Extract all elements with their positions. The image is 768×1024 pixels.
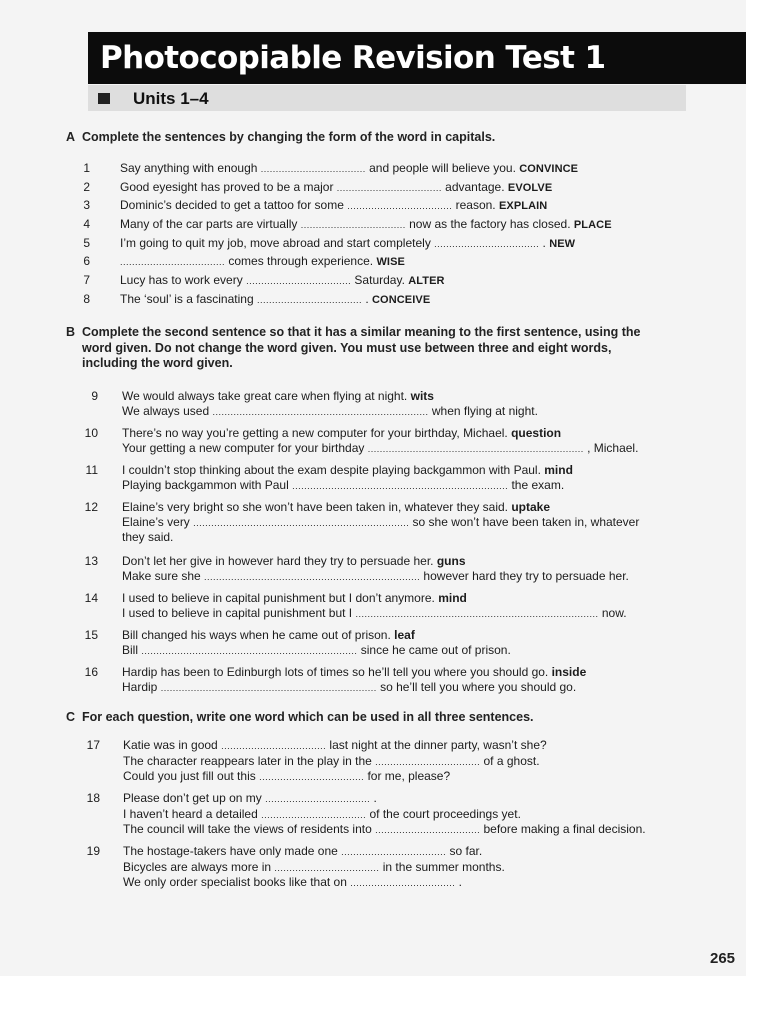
- rewrite-sentence: [122, 680, 576, 696]
- sentence-text: The hostage-takers have only made one: [123, 844, 342, 858]
- answer-blank: ...................................: [246, 276, 352, 286]
- item-number: 12: [84, 500, 98, 514]
- sentence-text: Please don’t get up on my: [123, 791, 266, 805]
- sentence-line: [120, 180, 552, 196]
- page-title: Photocopiable Revision Test 1: [100, 40, 606, 76]
- section-b-instruction-2: word given. Do not change the word given. You must use between three and eight words,: [82, 340, 612, 355]
- item-number: 13: [84, 554, 98, 568]
- sentence-text: I couldn’t stop thinking about the exam despite playing backgammon with Paul.: [122, 463, 545, 477]
- sentence-text: Saturday.: [351, 273, 409, 287]
- sentence-line: [120, 217, 612, 233]
- answer-blank: ........................................................................: [204, 572, 421, 582]
- answer-blank: ...................................: [336, 183, 442, 193]
- title-bar: [88, 32, 746, 84]
- gapped-sentence: [123, 769, 450, 785]
- section-b-letter: B: [66, 325, 76, 339]
- sentence-text: of a ghost.: [480, 753, 540, 768]
- rewrite-sentence: [122, 515, 639, 531]
- sentence-text: when flying at night.: [428, 404, 538, 418]
- answer-blank: ...................................: [256, 295, 362, 305]
- section-b-instruction-3: including the word given.: [82, 356, 233, 370]
- sentence-text: Don’t let her give in however hard they try to persuade her.: [122, 554, 437, 568]
- key-word: leaf: [394, 628, 415, 642]
- answer-blank: .................................................................................: [355, 609, 599, 619]
- sentence-text: Bill: [122, 643, 142, 657]
- sentence-text: There’s no way you’re getting a new computer for your birthday, Michael.: [122, 426, 512, 440]
- sentence-text: .: [455, 875, 462, 889]
- section-a-instruction: Complete the sentences by changing the form of the word in capitals.: [82, 130, 496, 144]
- sentence-text: Your getting a new computer for your birthday: [122, 441, 368, 455]
- answer-blank: ........................................................................: [367, 444, 584, 454]
- key-word: mind: [438, 591, 467, 605]
- sentence-text: Hardip: [122, 680, 161, 694]
- gapped-sentence: [123, 807, 521, 823]
- original-sentence: [122, 500, 550, 515]
- original-sentence: [122, 554, 466, 569]
- answer-blank: ...................................: [259, 772, 365, 782]
- page-number: 265: [710, 950, 736, 967]
- answer-blank: ...................................: [347, 201, 453, 211]
- sentence-text: .: [370, 791, 377, 805]
- item-number: 1: [83, 161, 90, 175]
- gapped-sentence: [123, 754, 540, 770]
- keyword-capitals: ALTER: [408, 275, 445, 287]
- keyword-capitals: EXPLAIN: [498, 200, 548, 212]
- key-word: wits: [410, 389, 434, 403]
- gapped-sentence: [123, 844, 482, 860]
- answer-blank: ...................................: [434, 239, 540, 249]
- sentence-text: We would always take great care when flying at night.: [122, 389, 411, 403]
- answer-blank: ...................................: [375, 825, 481, 835]
- item-number: 9: [91, 389, 98, 403]
- sentence-text: Make sure she: [122, 569, 205, 583]
- gapped-sentence: [123, 875, 462, 891]
- section-a-letter: A: [66, 130, 76, 144]
- item-number: 2: [83, 180, 90, 194]
- units-label: Units 1–4: [133, 89, 209, 108]
- sentence-text: so far.: [446, 844, 483, 858]
- sentence-text: comes through experience.: [225, 254, 377, 268]
- item-number: 10: [84, 426, 98, 440]
- section-c-heading: [66, 710, 534, 726]
- sentence-text: We always used: [122, 404, 213, 418]
- sentence-text: I used to believe in capital punishment but I don’t anymore.: [122, 591, 439, 605]
- answer-blank: ...................................: [221, 741, 327, 751]
- sentence-line: [120, 236, 575, 252]
- section-b-instruction-1: Complete the second sentence so that it has a similar meaning to the first sentence, using the: [82, 325, 641, 339]
- key-word: guns: [436, 554, 466, 568]
- sentence-text: reason.: [452, 198, 499, 212]
- item-number: 4: [83, 217, 90, 231]
- sentence-text: Bill changed his ways when he came out of prison.: [122, 628, 395, 642]
- sentence-text: before making a final decision.: [480, 822, 646, 836]
- answer-blank: ...................................: [350, 878, 456, 888]
- answer-blank: ...................................: [375, 756, 481, 767]
- gapped-sentence: [123, 860, 505, 876]
- rewrite-sentence: [122, 606, 627, 622]
- key-word: inside: [551, 665, 587, 679]
- sentence-text: Many of the car parts are virtually: [120, 217, 301, 231]
- gapped-sentence: [123, 822, 646, 838]
- section-c-letter: C: [66, 710, 76, 724]
- original-sentence: [122, 665, 586, 680]
- section-a-heading: [66, 130, 495, 146]
- sentence-text: so she won’t have been taken in, whatever: [409, 515, 640, 529]
- answer-blank: ...................................: [341, 847, 447, 857]
- sentence-text: , Michael.: [583, 441, 639, 455]
- sentence-text: since he came out of prison.: [357, 643, 511, 657]
- sentence-text: Hardip has been to Edinburgh lots of times so he’ll tell you where you should go.: [122, 665, 552, 679]
- original-sentence: [122, 628, 415, 643]
- keyword-capitals: PLACE: [573, 219, 612, 231]
- rewrite-sentence: [122, 569, 629, 585]
- sentence-text: Dominic’s decided to get a tattoo for some: [120, 198, 348, 212]
- sentence-text: Bicycles are always more in: [123, 859, 275, 874]
- sentence-text: in the summer months.: [379, 859, 505, 874]
- answer-blank: ...................................: [120, 257, 226, 267]
- original-sentence: [122, 463, 573, 478]
- item-number: 8: [83, 292, 90, 306]
- sentence-text: Playing backgammon with Paul: [122, 478, 293, 492]
- answer-blank: ...................................: [265, 794, 371, 804]
- gapped-sentence: [123, 791, 377, 807]
- sentence-text: .: [539, 236, 550, 250]
- key-word: uptake: [511, 500, 551, 514]
- answer-blank: ........................................................................: [141, 646, 358, 656]
- answer-blank: ........................................................................: [160, 683, 377, 693]
- item-number: 7: [83, 273, 90, 287]
- answer-blank: ........................................................................: [193, 518, 410, 528]
- sentence-text: Lucy has to work every: [120, 273, 247, 287]
- original-sentence: [122, 591, 467, 606]
- answer-blank: ........................................................................: [212, 407, 429, 417]
- item-number: 19: [86, 844, 100, 858]
- keyword-capitals: NEW: [549, 238, 576, 250]
- sentence-text: for me, please?: [364, 769, 451, 783]
- sentence-text: last night at the dinner party, wasn’t she?: [326, 738, 547, 752]
- sentence-text: the exam.: [508, 478, 565, 492]
- sentence-text: .: [362, 292, 373, 306]
- rewrite-sentence: [122, 478, 564, 494]
- sentence-text: I used to believe in capital punishment but I: [122, 606, 356, 620]
- key-word: mind: [544, 463, 573, 477]
- sentence-text: now.: [598, 606, 627, 620]
- sentence-text: so he’ll tell you where you should go.: [376, 680, 577, 694]
- rewrite-sentence: [122, 643, 511, 659]
- sentence-text: however hard they try to persuade her.: [420, 569, 629, 583]
- item-number: 5: [83, 236, 90, 250]
- rewrite-sentence: [122, 404, 538, 420]
- keyword-capitals: WISE: [376, 256, 405, 268]
- keyword-capitals: CONCEIVE: [372, 294, 431, 306]
- answer-blank: ...................................: [300, 220, 406, 230]
- key-word: question: [511, 426, 562, 440]
- sentence-text: now as the factory has closed.: [405, 217, 574, 231]
- sentence-text: I haven’t heard a detailed: [123, 806, 262, 821]
- answer-blank: ...................................: [261, 809, 367, 820]
- sentence-text: Katie was in good: [123, 738, 222, 752]
- sentence-line: [120, 161, 578, 177]
- sentence-line: [120, 273, 445, 289]
- item-number: 14: [84, 591, 98, 605]
- section-b-heading: [66, 325, 640, 372]
- sentence-line: [120, 254, 405, 270]
- sentence-text: advantage.: [441, 180, 508, 194]
- sentence-text: of the court proceedings yet.: [366, 806, 521, 821]
- gapped-sentence: [123, 738, 547, 754]
- square-bullet-icon: [98, 93, 110, 104]
- answer-blank: ...................................: [274, 862, 380, 873]
- units-bar: [88, 85, 686, 111]
- rewrite-sentence: [122, 441, 638, 457]
- sentence-text: We only order specialist books like that on: [123, 875, 351, 889]
- original-sentence: [122, 389, 434, 404]
- item-number: 18: [86, 791, 100, 805]
- item-number: 11: [85, 463, 98, 477]
- sentence-text: Say anything with enough: [120, 161, 261, 175]
- sentence-text: The ‘soul’ is a fascinating: [120, 292, 257, 306]
- answer-blank: ........................................................................: [292, 481, 509, 491]
- answer-blank: ...................................: [260, 164, 366, 174]
- original-sentence: [122, 426, 561, 441]
- rewrite-continuation: they said.: [122, 530, 174, 544]
- sentence-text: Good eyesight has proved to be a major: [120, 180, 337, 194]
- sentence-text: and people will believe you.: [365, 161, 520, 175]
- sentence-text: The character reappears later in the play in the: [123, 753, 376, 768]
- sentence-text: Elaine’s very bright so she won’t have been taken in, whatever they said.: [122, 500, 512, 514]
- sentence-line: [120, 292, 430, 308]
- item-number: 17: [86, 738, 100, 752]
- sentence-text: Could you just fill out this: [123, 769, 260, 783]
- sentence-text: I’m going to quit my job, move abroad and start completely: [120, 236, 435, 250]
- item-number: 3: [83, 198, 90, 212]
- sentence-line: [120, 198, 547, 214]
- item-number: 15: [84, 628, 98, 642]
- item-number: 6: [83, 254, 90, 268]
- item-number: 16: [84, 665, 98, 679]
- keyword-capitals: CONVINCE: [519, 163, 579, 175]
- sentence-text: The council will take the views of residents into: [123, 822, 376, 836]
- section-c-instruction: For each question, write one word which can be used in all three sentences.: [82, 710, 534, 724]
- keyword-capitals: EVOLVE: [507, 182, 553, 194]
- sentence-text: Elaine’s very: [122, 515, 194, 529]
